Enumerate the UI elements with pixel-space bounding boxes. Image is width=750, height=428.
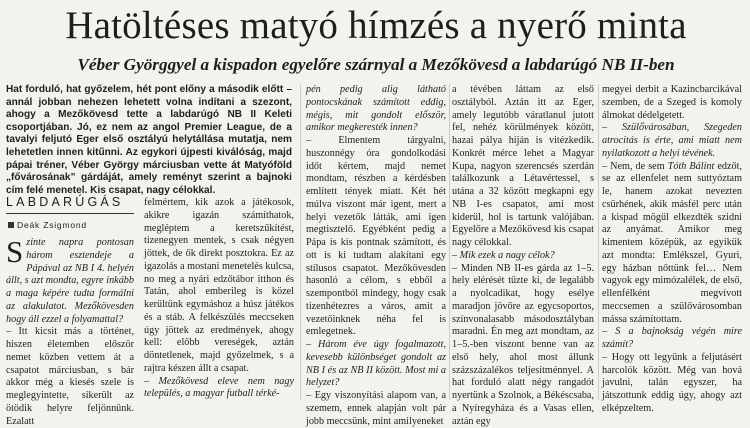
interview-answer: – Minden NB II-es gárda az 1–5. hely elérését tűzte ki, de legalább a nyolcadikat, hogy esélye maradjon jövőre az egycsoportos, színvonalasabb másodosztályban maradni. Én meg azt mondtam, az 1–5.-ben viszont benne van az első hely, ahol most állunk százszázalékos teljesítménnyel. A hat forduló alatt négy rangadót nyertünk a Szolnok, a Békéscsaba, a Nyíregyháza és a Vasas ellen, aztán egy <box>452 263 594 428</box>
interview-answer <box>602 161 742 327</box>
interview-answer: – Egy viszonyítási alapom van, a szemem, ennek alapján volt pár jobb meccsünk, mint amilyeneket <box>306 390 446 428</box>
text-column-2 <box>144 197 294 401</box>
interview-question: zinte napra pontosan három esztendeje a Pápával az NB I 4. helyén állt, s azt mondta, egyre inkább a maga képére tudta formálni az alakulatot. Mezőkövesden hogy áll ezzel a folyamattal? <box>6 237 134 325</box>
author-byline <box>8 220 134 231</box>
interview-question: – Mezőkövesd eleve nem nagy település, a magyar futball térké- <box>144 376 294 402</box>
interview-answer: – Itt kicsit más a történet, hiszen életemben először nemet közben vettem át a csapatot márciusban, s bár akkor még a kiesés szele is meglegyintette, sikerült az ötödik helyre feljönnünk. Ezalatt <box>6 326 134 428</box>
interview-answer: felmértem, kik azok a játékosok, akikre igazán számíthatok, megléptem a keretszűkítést, tizenegyen mentek, s csak négyen jöttek, de ők direkt posztokra. Ez az igazolás a mostani menetelés kulcsa, no meg a nyári edzőtábor itthon és Tatán, ahol emberileg is közel kerültünk egymáshoz a húsz játékos és a stáb. A felkészülés meccseken úgy jöttek az eredmények, ahogy kell: előbb vereségek, aztán döntetlenek, majd győzelmek, s a rajtra készen állt a csapat. <box>144 197 294 376</box>
interview-question: – Szülővárosában, Szegeden atrocitás is érte, ami miatt nem nyilatkozott a helyi tévének. <box>602 122 742 160</box>
text-column-1 <box>6 237 134 428</box>
article-headline: Hatöltéses matyó hímzés a nyerő minta <box>10 4 742 48</box>
interview-question: pén pedig alig látható pontocskának számított eddig, mégis, mit gondolt először, amikor megkeresték innen? <box>306 84 446 135</box>
article-subheadline: Véber Györggyel a kispadon egyelőre szárnyal a Mezőkövesd a labdarúgó NB II-ben <box>6 54 746 75</box>
column-divider <box>449 84 450 400</box>
interview-answer: – Hogy ott legyünk a feljutásért harcolók között. Még van hová javulni, talán egyszer, ha játszottunk eddig úgy, ahogy azt elképzeltem. <box>602 352 742 416</box>
drop-cap: S <box>6 238 23 265</box>
article-lead: Hat forduló, hat győzelem, hét pont előny a második előtt – annál jobban nehezen lehetett volna indítani a szezont, ahogy a Mezőkövesd tette a labdarúgó NB II Keleti csoportjában. Jó, ez nem az angol Premier League, de a tavalyi feljutó Eger első osztályú helytállása mutatja, nem lehetetlen innen kitűnni. Az egykori újpesti kiválóság, majd pápai tréner, Véber György márciusban vette át Matyóföld „fővárosának” gárdáját, amely reményt szerint a bajnoki cím felé menetel. Kis csapat, nagy célokkal. <box>6 84 292 197</box>
section-divider <box>6 213 134 214</box>
interview-question: – S a bajnokság végén mire számít? <box>602 326 742 352</box>
answer-text: edzőt, se az ellenfelet nem suttyóztam le, hanem azokat nevezten csürhének, akik másfél perc után a kispad mögül elkezdték szidni az anyámat. Amikor meg kimentem középük, az egyikük azt mondta: Emlékszel, Gyuri, egy házban nőttünk fel… Nem vagyok egy mimózalélek, de első, ellenfélként megvívott meccsemen a szülővárosomban mássa számítottam. <box>602 161 742 325</box>
person-name: Tóth Bálint <box>668 161 715 172</box>
column-divider <box>598 84 599 400</box>
column-divider <box>300 84 301 400</box>
interview-answer: a tévében láttam az első osztályból. Aztán itt az Eger, amely legutóbb váratlanul jutott fel, nehéz körülmények között, hazai pálya híján is vitézkedik. Konkrét mérce lehet a Magyar Kupa, nagyon szerencsés szerdán találkozunk a Létavértessel, s utána a 32 között megkapni egy NB I-es csapatot, ami most kiderül, hol is tartunk valójában. Egyelőre a Mezőkövesd kis csapat nagy célokkal. <box>452 84 594 250</box>
interview-question: – Mik ezek a nagy célok? <box>452 250 594 263</box>
interview-question: – Három éve úgy fogalmazott, kevesebb különbséget gondolt az NB I és az NB II között. Most mi a helyzet? <box>306 339 446 390</box>
interview-answer: megyei derbit a Kazincbarcikával szemben, de a Szeged is komoly álmokat dédelgetett. <box>602 84 742 122</box>
interview-answer: – Elmentem tárgyalni, huszonnégy óra gondolkodási időt kértem, majd nemet mondtam, részben a kérdésben említett tények miatt. Két hét múlva viszont már igent, mert a helyi vezetők látták, ami igen megtisztelő. Egyébként pedig a Pápa is kis pontnak számított, és ott is ki tudtam alakítani egy stílusos csapatot. Mezőkövesden hasonló a célom, s ebből a szempontból mindegy, hogy csak tizenhétezres a város, amit a vezetőinknek néha fel is emlegetnek. <box>306 135 446 339</box>
answer-text: – Nem, de sem <box>602 161 668 172</box>
section-label: LABDARÚGÁS <box>6 195 134 209</box>
text-column-3 <box>306 84 446 428</box>
byline-square-icon <box>8 222 14 228</box>
author-name: Deák Zsigmond <box>17 220 87 230</box>
text-column-4 <box>452 84 594 428</box>
text-column-5 <box>602 84 742 416</box>
